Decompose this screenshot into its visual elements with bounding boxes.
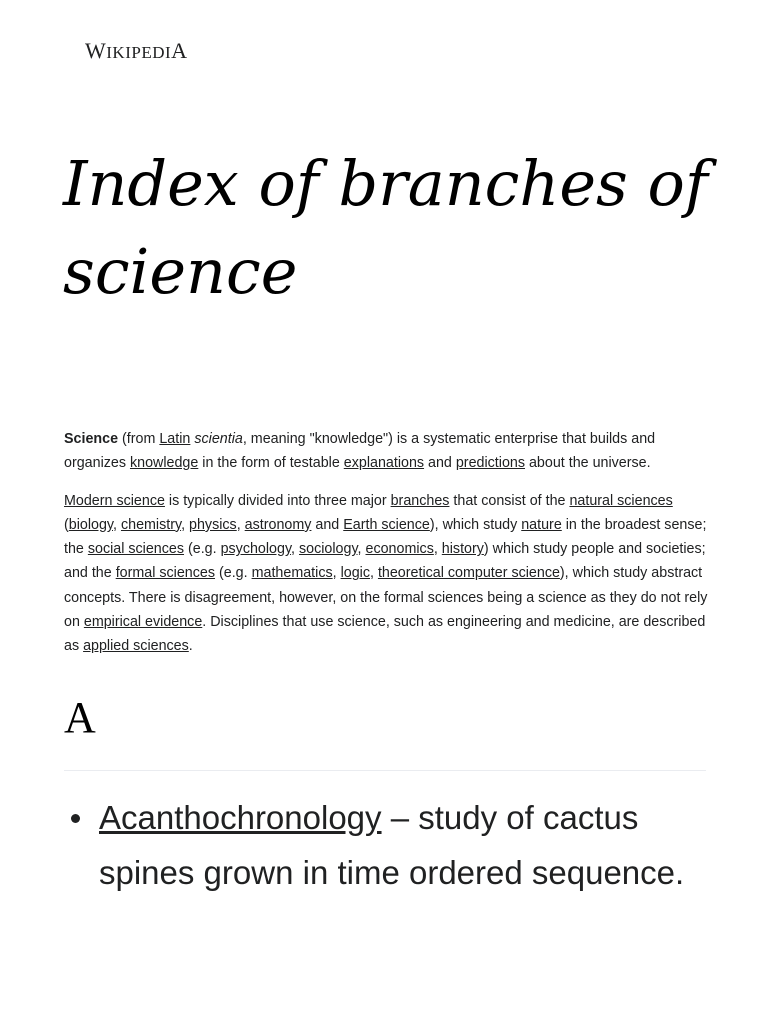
- link-history[interactable]: history: [441, 541, 484, 558]
- logo-initial: W: [85, 38, 107, 63]
- text-run: that consist of the: [449, 492, 570, 509]
- logo-final: A: [171, 38, 188, 63]
- text-run: and: [424, 455, 456, 472]
- link-predictions[interactable]: predictions: [455, 455, 525, 472]
- intro-paragraph-1: [64, 427, 714, 476]
- text-run: , meaning "knowledge") is a systematic enterprise that builds and organizes: [64, 431, 656, 472]
- branch-list: [64, 790, 706, 900]
- link-social-sciences[interactable]: social sciences: [87, 541, 185, 558]
- text-run: ,: [236, 516, 245, 533]
- italic-term: scientia: [194, 431, 243, 447]
- link-mathematics[interactable]: mathematics: [251, 565, 333, 582]
- text-run: ,: [357, 541, 366, 558]
- section-divider: [64, 770, 706, 771]
- link-logic[interactable]: logic: [340, 565, 370, 582]
- link-empirical-evidence[interactable]: empirical evidence: [83, 614, 203, 631]
- list-item: [64, 790, 706, 900]
- link-formal-sciences[interactable]: formal sciences: [115, 565, 216, 582]
- page-title: Index of branches of science: [63, 147, 708, 308]
- text-run: about the universe.: [525, 455, 651, 472]
- text-run: ,: [113, 516, 121, 533]
- text-run: . Disciplines that use science, such as engineering and medicine, are described as: [64, 614, 706, 655]
- entry-description: study of cactus spines grown in time ordered sequence.: [99, 799, 685, 891]
- link-sociology[interactable]: sociology: [299, 541, 358, 558]
- text-run: (from: [118, 431, 160, 447]
- link-modern-science[interactable]: Modern science: [64, 492, 165, 509]
- link-chemistry[interactable]: chemistry: [120, 516, 182, 533]
- link-natural-sciences[interactable]: natural sciences: [569, 492, 673, 509]
- text-run: is typically divided into three major: [164, 492, 391, 509]
- text-run: ), which study: [429, 516, 522, 533]
- intro-paragraph-2: [64, 489, 714, 659]
- text-run: (e.g.: [215, 565, 252, 582]
- text-run: ,: [369, 565, 378, 582]
- link-knowledge[interactable]: knowledge: [129, 455, 199, 472]
- text-run: ,: [332, 565, 341, 582]
- wikipedia-logo[interactable]: [85, 38, 188, 64]
- bold-term: Science: [64, 431, 119, 447]
- link-astronomy[interactable]: astronomy: [244, 516, 312, 533]
- text-run: (: [64, 516, 69, 533]
- text-run: and: [311, 516, 344, 533]
- text-run: in the broadest sense; the: [64, 516, 707, 558]
- section-heading-a: A: [64, 693, 96, 742]
- article-intro: [64, 427, 714, 672]
- text-run: ,: [181, 516, 190, 533]
- text-run: .: [188, 638, 193, 655]
- link-biology[interactable]: biology: [68, 516, 114, 533]
- text-run: in the form of testable: [198, 455, 344, 472]
- text-run: ) which study people and societies; and the: [64, 541, 706, 582]
- text-run: (e.g.: [184, 541, 221, 558]
- entry-term-link[interactable]: Acanthochronology: [99, 799, 382, 836]
- logo-smallcaps: IKIPEDI: [106, 43, 172, 62]
- link-physics[interactable]: physics: [189, 516, 237, 533]
- text-run: ), which study abstract concepts. There is disagreement, however, on the formal sciences being a science as they do not rely on: [64, 565, 708, 631]
- entry-separator: –: [381, 799, 419, 836]
- text-run: ,: [291, 541, 299, 558]
- link-latin[interactable]: Latin: [159, 431, 191, 447]
- link-nature[interactable]: nature: [521, 516, 562, 533]
- link-earth-science[interactable]: Earth science: [343, 516, 430, 533]
- link-branches[interactable]: branches: [390, 492, 450, 509]
- link-economics[interactable]: economics: [365, 541, 434, 558]
- link-explanations[interactable]: explanations: [343, 455, 425, 472]
- link-applied-sciences[interactable]: applied sciences: [83, 638, 189, 655]
- link-theoretical-computer-science[interactable]: theoretical computer science: [377, 565, 560, 582]
- text-run: ,: [433, 541, 442, 558]
- link-psychology[interactable]: psychology: [220, 541, 292, 558]
- bullet-icon: [71, 814, 80, 823]
